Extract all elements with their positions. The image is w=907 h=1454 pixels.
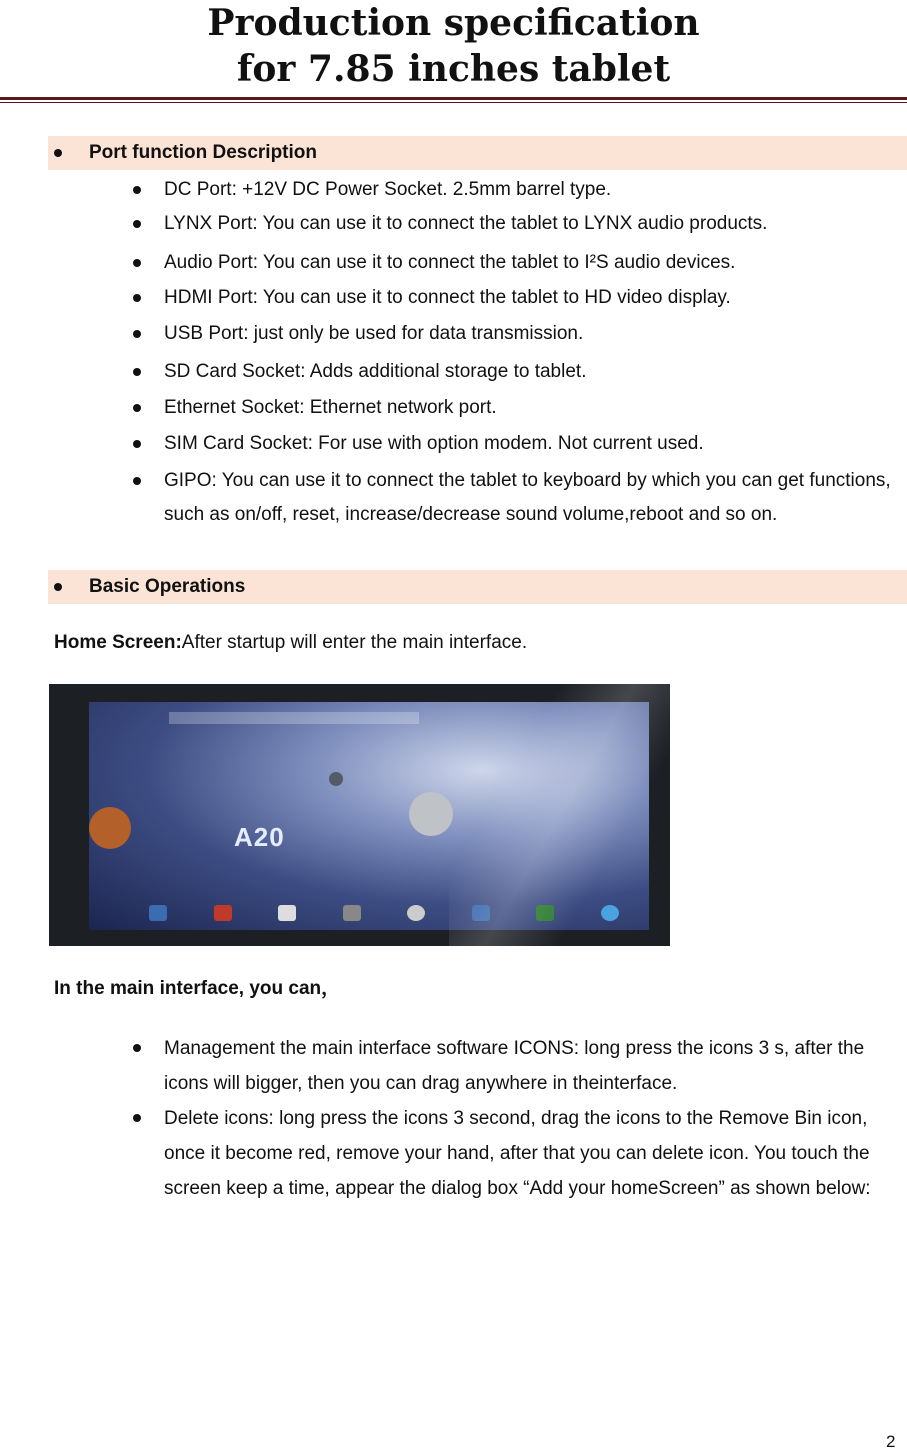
list-item-lynx-port	[164, 207, 904, 241]
list-item-delete-icons	[164, 1101, 904, 1206]
section-port-heading	[48, 136, 907, 170]
list-item-text: Management the main interface software ICONS: long press the icons 3 s, after the icons will bigger, then you can drag anywhere in theinterface.	[164, 1038, 865, 1094]
section-port-title: Port function Description	[89, 142, 317, 163]
list-item-text: Delete icons: long press the icons 3 second, drag the icons to the Remove Bin icon, once it become red, remove your hand, after that you can delete icon. You touch the screen keep a time, appear the dialog box “Add your homeScreen” as shown below:	[164, 1108, 871, 1199]
app-icon	[278, 905, 296, 921]
title-line-1: Production specification	[207, 2, 700, 44]
list-item-text: GIPO: You can use it to connect the tablet to keyboard by which you can get functions, such as on/off, reset, increase/decrease sound volume,reboot and so on.	[164, 470, 891, 525]
bullet-icon	[133, 1044, 141, 1052]
main-interface-intro: In the main interface, you can，	[54, 978, 341, 999]
small-planet	[329, 772, 343, 786]
orange-planet	[89, 807, 131, 849]
list-item-text: Audio Port: You can use it to connect the tablet to I²S audio devices.	[164, 252, 736, 273]
title-rule-thick	[0, 97, 907, 100]
list-item-text: LYNX Port: You can use it to connect the tablet to LYNX audio products.	[164, 213, 768, 234]
bullet-icon	[133, 477, 141, 485]
list-item-sim-card	[164, 427, 904, 461]
bullet-icon	[133, 368, 141, 376]
section-basic-title: Basic Operations	[89, 576, 246, 597]
app-icon	[149, 905, 167, 921]
bullet-icon	[54, 149, 62, 157]
list-item-audio-port	[164, 246, 904, 280]
list-item-sd-card	[164, 355, 904, 389]
grey-planet	[409, 792, 453, 836]
list-item-usb-port	[164, 317, 904, 351]
bullet-icon	[133, 1114, 141, 1122]
bullet-icon	[54, 583, 62, 591]
home-screen-text: After startup will enter the main interface.	[181, 632, 528, 653]
list-item-manage-icons	[164, 1031, 907, 1101]
document-title	[0, 0, 907, 92]
tablet-home-screen-photo	[49, 684, 670, 946]
screen-glare	[449, 684, 670, 946]
a20-logo: A20	[234, 822, 285, 852]
list-item-text: USB Port: just only be used for data transmission.	[164, 323, 584, 344]
title-line-2: for 7.85 inches tablet	[236, 48, 671, 90]
bullet-icon	[133, 186, 141, 194]
app-icon	[214, 905, 232, 921]
list-item-text: Ethernet Socket: Ethernet network port.	[164, 397, 497, 418]
home-screen-paragraph	[54, 628, 527, 658]
back-icon	[343, 905, 361, 921]
list-item-hdmi-port	[164, 281, 904, 315]
search-bar	[169, 712, 419, 724]
list-item-text: DC Port: +12V DC Power Socket. 2.5mm barrel type.	[164, 179, 612, 200]
home-screen-label: Home Screen:	[54, 632, 182, 653]
bullet-icon	[133, 259, 141, 267]
list-item-gipo	[164, 464, 904, 532]
bullet-icon	[133, 440, 141, 448]
list-item-text: HDMI Port: You can use it to connect the tablet to HD video display.	[164, 287, 731, 308]
list-item-text: SD Card Socket: Adds additional storage to tablet.	[164, 361, 587, 382]
section-basic-heading	[48, 570, 907, 604]
bullet-icon	[133, 220, 141, 228]
bullet-icon	[133, 404, 141, 412]
bullet-icon	[133, 330, 141, 338]
list-item-text: SIM Card Socket: For use with option modem. Not current used.	[164, 433, 704, 454]
bullet-icon	[133, 294, 141, 302]
list-item-ethernet	[164, 391, 904, 425]
page-number: 2	[886, 1432, 896, 1451]
title-rule-thin	[0, 102, 907, 103]
list-item-dc-port	[164, 173, 904, 207]
apps-grid-icon	[407, 905, 425, 921]
